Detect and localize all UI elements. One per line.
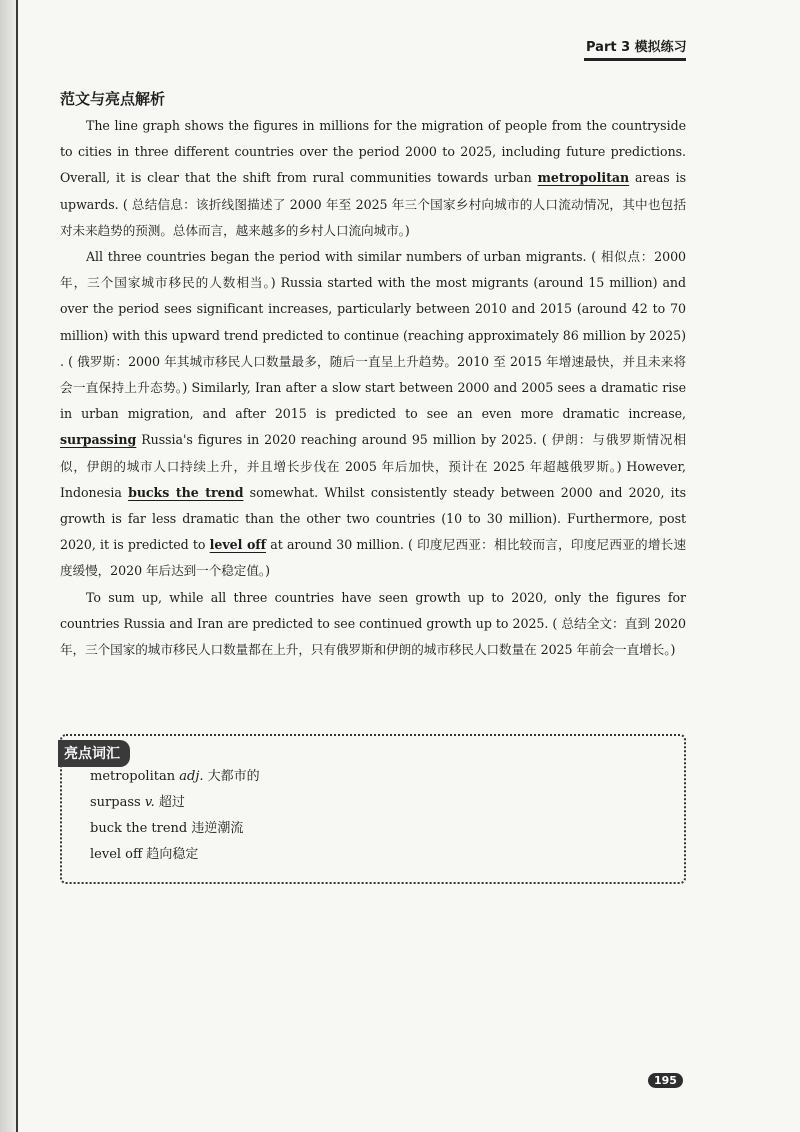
paragraph-text: To sum up, while all three countries have seen growth up to 2020, only the figures for countries Russia and Iran are predicted to see continued growth up to 2025. ( 总结全文：直到 2020 年，三个国家的城市移民人口数量都在上升，只有俄罗斯和伊朗的城市移民人口数量在 2025 年前会一直增长。): [60, 589, 686, 658]
paragraph-text: The line graph shows the figures in millions for the migration of people from the countryside to cities in three different countries over the period 2000 to 2025, including future predictions. Overall, it is clear that the shift from rural communities towards urban: [60, 118, 686, 186]
vocab-item: [90, 816, 260, 842]
vocab-word: metropolitan: [90, 769, 176, 784]
book-spine-shadow: [0, 0, 16, 1132]
section-title: 范文与亮点解析: [60, 90, 166, 108]
running-header: Part 3 模拟练习: [586, 40, 687, 55]
paragraph-text: at around 30 million. ( 印度尼西亚：相比较而言，印度尼西亚的增长速度缓慢，2020 年后达到一个稳定值。): [60, 537, 686, 579]
vocab-meaning: 超过: [158, 795, 185, 810]
essay-paragraph: [60, 244, 686, 585]
vocab-list: [90, 764, 260, 868]
vocab-item: [90, 764, 260, 790]
paragraph-text: Russia's figures in 2020 reaching around 95 million by 2025. ( 伊朗：与俄罗斯情况相似，伊朗的城市人口持续上升，并且增长步伐在 2005 年后加快，预计在 2025 年超越俄罗斯。) However, Indonesia: [60, 432, 686, 500]
highlight-term: bucks the trend: [128, 484, 244, 500]
vocab-word: surpass: [90, 795, 141, 810]
vocab-title: 亮点词汇: [58, 740, 130, 767]
paragraph-text: somewhat. Whilst consistently steady between 2000 and 2020, its growth is far less dramatic than the other two countries (10 to 30 million). Furthermore, post 2020, it is predicted to: [60, 484, 687, 553]
paragraph-text: areas is upwards. ( 总结信息：该折线图描述了 2000 年至 2025 年三个国家乡村向城市的人口流动情况，其中也包括对未来趋势的预测。总体而言，越来越多的乡村人口流向城市。): [60, 170, 686, 238]
highlight-term: metropolitan: [537, 170, 630, 186]
vocab-word: buck the trend: [90, 821, 188, 836]
essay-body: [60, 113, 686, 663]
essay-paragraph: [60, 585, 686, 664]
vocab-meaning: 违逆潮流: [191, 821, 244, 836]
paragraph-text: All three countries began the period with similar numbers of urban migrants. ( 相似点：2000 年，三个国家城市移民的人数相当。) Russia started with the most migrants (around 15 million) and over the period sees significant increases, particularly between 2010 and 2015 (around 42 to 70 million) with this upward trend predicted to continue (reaching approximately 86 million by 2025) . ( 俄罗斯：2000 年其城市移民人口数量最多，随后一直呈上升趋势。2010 至 2015 年增速最快，并且未来将会一直保持上升态势。) Similarly, Iran after a slow start between 2000 and 2005 sees a dramatic rise in urban migration, and after 2015 is predicted to see an even more dramatic increase,: [60, 249, 686, 422]
page-number: 195: [648, 1073, 683, 1088]
vocab-meaning: 大都市的: [207, 769, 260, 784]
vocab-part-of-speech: v.: [144, 795, 155, 810]
header-rule: [584, 58, 686, 61]
vocab-word: level off: [90, 847, 143, 862]
highlight-term: level off: [209, 537, 267, 553]
vocab-item: [90, 790, 260, 816]
vocab-item: [90, 842, 260, 868]
highlight-term: surpassing: [60, 432, 137, 448]
essay-paragraph: [60, 113, 686, 244]
vocab-part-of-speech: adj.: [179, 769, 204, 784]
vocab-meaning: 趋向稳定: [146, 847, 199, 862]
